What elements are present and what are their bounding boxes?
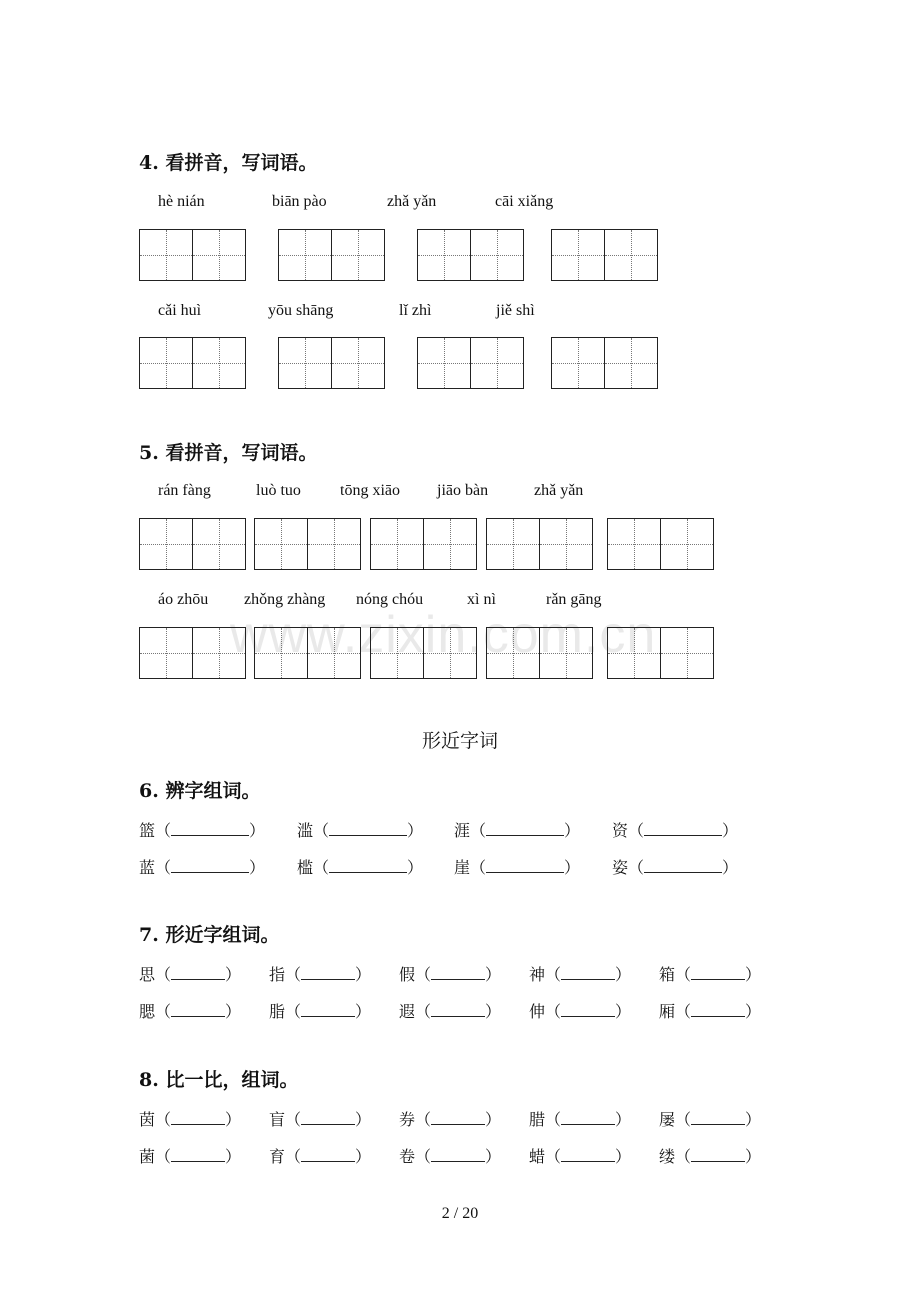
paren-open: （ — [415, 1147, 432, 1166]
word-group-item — [529, 1144, 631, 1167]
q8-title: 8. 比一比，组词。 — [139, 1069, 299, 1091]
answer-blank[interactable] — [561, 1002, 615, 1017]
paren-close: ） — [225, 1002, 242, 1021]
q5-title: 5. 看拼音，写词语。 — [139, 442, 318, 464]
tianzige-box[interactable] — [139, 337, 246, 389]
pinyin-label: biān pào — [272, 193, 327, 210]
paren-close: ） — [355, 1002, 372, 1021]
tianzige-cell[interactable] — [552, 338, 604, 388]
tianzige-cell[interactable] — [608, 519, 660, 569]
word-group-item — [399, 962, 501, 985]
paren-close: ） — [225, 965, 242, 984]
paren-close: ） — [249, 821, 266, 840]
paren-close: ） — [407, 821, 424, 840]
section-title: 形近字词 — [421, 730, 498, 752]
paren-close: ） — [722, 821, 739, 840]
paren-close: ） — [485, 965, 502, 984]
tianzige-cell[interactable] — [371, 628, 423, 678]
tianzige-cell[interactable] — [423, 628, 476, 678]
pinyin-label: nóng chóu — [356, 591, 424, 608]
tianzige-box[interactable] — [551, 229, 658, 281]
paren-close: ） — [249, 858, 266, 877]
tianzige-cell[interactable] — [371, 519, 423, 569]
paren-open: （ — [285, 1002, 302, 1021]
character: 腮 — [139, 1002, 156, 1021]
tianzige-cell[interactable] — [418, 338, 470, 388]
pinyin-label: lǐ zhì — [399, 302, 432, 319]
tianzige-box[interactable] — [254, 627, 361, 679]
tianzige-cell[interactable] — [192, 519, 245, 569]
tianzige-box[interactable] — [486, 518, 593, 570]
answer-blank[interactable] — [561, 1110, 615, 1125]
paren-open: （ — [675, 1002, 692, 1021]
pinyin-label: rǎn gāng — [546, 591, 602, 608]
paren-open: （ — [675, 965, 692, 984]
character: 盲 — [269, 1110, 286, 1129]
paren-close: ） — [615, 1147, 632, 1166]
word-group-item — [659, 962, 761, 985]
paren-open: （ — [415, 1110, 432, 1129]
tianzige-cell[interactable] — [192, 230, 245, 280]
answer-blank[interactable] — [431, 1110, 485, 1125]
paren-close: ） — [722, 858, 739, 877]
watermark: www.zixin.com.cn — [230, 606, 657, 664]
paren-close: ） — [355, 965, 372, 984]
character: 缕 — [659, 1147, 676, 1166]
character: 思 — [139, 965, 156, 984]
answer-blank[interactable] — [329, 858, 407, 873]
paren-close: ） — [355, 1147, 372, 1166]
answer-blank[interactable] — [561, 965, 615, 980]
pinyin-label: jiāo bàn — [437, 482, 489, 499]
word-group-item — [139, 1107, 241, 1130]
tianzige-cell[interactable] — [660, 519, 713, 569]
paren-open: （ — [628, 821, 645, 840]
character: 遐 — [399, 1002, 416, 1021]
paren-open: （ — [675, 1147, 692, 1166]
paren-close: ） — [225, 1110, 242, 1129]
tianzige-cell[interactable] — [487, 628, 539, 678]
paren-open: （ — [155, 858, 172, 877]
tianzige-box[interactable] — [370, 518, 477, 570]
answer-blank[interactable] — [431, 1002, 485, 1017]
character: 滥 — [297, 821, 314, 840]
character: 屡 — [659, 1110, 676, 1129]
paren-open: （ — [285, 1110, 302, 1129]
tianzige-cell[interactable] — [279, 230, 331, 280]
tianzige-box[interactable] — [417, 337, 524, 389]
pinyin-label: jiě shì — [496, 302, 535, 319]
tianzige-cell[interactable] — [140, 338, 192, 388]
character: 伸 — [529, 1002, 546, 1021]
paren-close: ） — [564, 821, 581, 840]
word-group-item — [454, 855, 580, 878]
character: 槛 — [297, 858, 314, 877]
tianzige-cell[interactable] — [487, 519, 539, 569]
answer-blank[interactable] — [431, 965, 485, 980]
tianzige-box[interactable] — [370, 627, 477, 679]
paren-open: （ — [155, 1110, 172, 1129]
character: 卷 — [399, 1147, 416, 1166]
answer-blank[interactable] — [301, 1110, 355, 1125]
paren-close: ） — [745, 1110, 762, 1129]
paren-open: （ — [470, 858, 487, 877]
tianzige-box[interactable] — [551, 337, 658, 389]
paren-close: ） — [615, 1002, 632, 1021]
paren-close: ） — [485, 1147, 502, 1166]
character: 厢 — [659, 1002, 676, 1021]
word-group-item — [269, 1107, 371, 1130]
pinyin-label: tōng xiāo — [340, 482, 400, 499]
pinyin-label: xì nì — [467, 591, 496, 608]
word-group-item — [269, 1144, 371, 1167]
pinyin-label: luò tuo — [256, 482, 301, 499]
tianzige-cell[interactable] — [255, 628, 307, 678]
answer-blank[interactable] — [301, 1002, 355, 1017]
paren-close: ） — [355, 1110, 372, 1129]
tianzige-box[interactable] — [607, 518, 714, 570]
tianzige-cell[interactable] — [539, 519, 592, 569]
tianzige-cell[interactable] — [255, 519, 307, 569]
paren-open: （ — [545, 1002, 562, 1021]
paren-open: （ — [628, 858, 645, 877]
paren-open: （ — [155, 1147, 172, 1166]
character: 姿 — [612, 858, 629, 877]
paren-close: ） — [485, 1110, 502, 1129]
character: 育 — [269, 1147, 286, 1166]
paren-open: （ — [313, 858, 330, 877]
tianzige-box[interactable] — [139, 229, 246, 281]
paren-open: （ — [285, 1147, 302, 1166]
word-group-item — [612, 818, 738, 841]
answer-blank[interactable] — [171, 965, 225, 980]
word-group-item — [139, 818, 265, 841]
paren-close: ） — [564, 858, 581, 877]
paren-open: （ — [415, 1002, 432, 1021]
answer-blank[interactable] — [561, 1147, 615, 1162]
word-group-item — [139, 855, 265, 878]
tianzige-cell[interactable] — [307, 519, 360, 569]
tianzige-cell[interactable] — [423, 519, 476, 569]
pinyin-label: hè nián — [158, 193, 205, 210]
answer-blank[interactable] — [171, 1002, 225, 1017]
tianzige-cell[interactable] — [539, 628, 592, 678]
character: 资 — [612, 821, 629, 840]
paren-open: （ — [545, 965, 562, 984]
tianzige-box[interactable] — [254, 518, 361, 570]
tianzige-box[interactable] — [139, 627, 246, 679]
paren-close: ） — [407, 858, 424, 877]
tianzige-cell[interactable] — [604, 230, 657, 280]
paren-open: （ — [285, 965, 302, 984]
answer-blank[interactable] — [171, 1110, 225, 1125]
word-group-item — [297, 855, 423, 878]
answer-blank[interactable] — [691, 1002, 745, 1017]
character: 崖 — [454, 858, 471, 877]
paren-open: （ — [470, 821, 487, 840]
character: 篮 — [139, 821, 156, 840]
character: 指 — [269, 965, 286, 984]
answer-blank[interactable] — [171, 858, 249, 873]
word-group-item — [399, 999, 501, 1022]
answer-blank[interactable] — [301, 965, 355, 980]
character: 蓝 — [139, 858, 156, 877]
word-group-item — [529, 999, 631, 1022]
tianzige-cell[interactable] — [604, 338, 657, 388]
tianzige-cell[interactable] — [140, 519, 192, 569]
tianzige-box[interactable] — [278, 337, 385, 389]
tianzige-cell[interactable] — [418, 230, 470, 280]
paren-close: ） — [745, 1147, 762, 1166]
tianzige-cell[interactable] — [192, 628, 245, 678]
word-group-item — [659, 1144, 761, 1167]
tianzige-cell[interactable] — [660, 628, 713, 678]
pinyin-label: yōu shāng — [268, 302, 334, 319]
paren-open: （ — [415, 965, 432, 984]
answer-blank[interactable] — [644, 821, 722, 836]
answer-blank[interactable] — [644, 858, 722, 873]
word-group-item — [659, 1107, 761, 1130]
tianzige-cell[interactable] — [331, 338, 384, 388]
pinyin-label: cāi xiǎng — [495, 193, 554, 210]
q6-title: 6. 辨字组词。 — [139, 780, 261, 802]
character: 神 — [529, 965, 546, 984]
character: 脂 — [269, 1002, 286, 1021]
word-group-item — [139, 1144, 241, 1167]
paren-open: （ — [545, 1147, 562, 1166]
pinyin-label: rán fàng — [158, 482, 211, 499]
tianzige-cell[interactable] — [331, 230, 384, 280]
pinyin-label: áo zhōu — [158, 591, 209, 608]
word-group-item — [399, 1107, 501, 1130]
tianzige-cell[interactable] — [470, 230, 523, 280]
pinyin-label: cǎi huì — [158, 302, 202, 319]
paren-open: （ — [675, 1110, 692, 1129]
character: 假 — [399, 965, 416, 984]
tianzige-cell[interactable] — [470, 338, 523, 388]
answer-blank[interactable] — [691, 1110, 745, 1125]
character: 菌 — [139, 1147, 156, 1166]
q4-title: 4. 看拼音，写词语。 — [139, 152, 318, 174]
character: 箱 — [659, 965, 676, 984]
pinyin-label: zhǒng zhàng — [244, 591, 326, 608]
tianzige-box[interactable] — [139, 518, 246, 570]
answer-blank[interactable] — [431, 1147, 485, 1162]
word-group-item — [269, 962, 371, 985]
paren-close: ） — [745, 1002, 762, 1021]
page-number: 2 / 20 — [441, 1205, 479, 1222]
word-group-item — [139, 999, 241, 1022]
paren-open: （ — [155, 1002, 172, 1021]
tianzige-cell[interactable] — [608, 628, 660, 678]
word-group-item — [612, 855, 738, 878]
answer-blank[interactable] — [691, 1147, 745, 1162]
tianzige-cell[interactable] — [279, 338, 331, 388]
pinyin-label: zhǎ yǎn — [534, 482, 584, 499]
tianzige-cell[interactable] — [140, 230, 192, 280]
tianzige-cell[interactable] — [307, 628, 360, 678]
character: 券 — [399, 1110, 416, 1129]
word-group-item — [659, 999, 761, 1022]
word-group-item — [269, 999, 371, 1022]
answer-blank[interactable] — [171, 1147, 225, 1162]
tianzige-box[interactable] — [607, 627, 714, 679]
answer-blank[interactable] — [486, 821, 564, 836]
paren-open: （ — [313, 821, 330, 840]
character: 蜡 — [529, 1147, 546, 1166]
word-group-item — [454, 818, 580, 841]
paren-close: ） — [745, 965, 762, 984]
word-group-item — [399, 1144, 501, 1167]
tianzige-cell[interactable] — [552, 230, 604, 280]
paren-close: ） — [615, 1110, 632, 1129]
answer-blank[interactable] — [301, 1147, 355, 1162]
character: 涯 — [454, 821, 471, 840]
answer-blank[interactable] — [329, 821, 407, 836]
tianzige-cell[interactable] — [192, 338, 245, 388]
paren-close: ） — [225, 1147, 242, 1166]
paren-open: （ — [155, 965, 172, 984]
word-group-item — [529, 962, 631, 985]
word-group-item — [139, 962, 241, 985]
character: 腊 — [529, 1110, 546, 1129]
paren-open: （ — [545, 1110, 562, 1129]
q7-title: 7. 形近字组词。 — [139, 924, 280, 946]
tianzige-box[interactable] — [486, 627, 593, 679]
character: 茵 — [139, 1110, 156, 1129]
answer-blank[interactable] — [486, 858, 564, 873]
answer-blank[interactable] — [171, 821, 249, 836]
paren-close: ） — [615, 965, 632, 984]
paren-open: （ — [155, 821, 172, 840]
word-group-item — [297, 818, 423, 841]
paren-close: ） — [485, 1002, 502, 1021]
word-group-item — [529, 1107, 631, 1130]
pinyin-label: zhǎ yǎn — [387, 193, 437, 210]
tianzige-box[interactable] — [278, 229, 385, 281]
tianzige-box[interactable] — [417, 229, 524, 281]
answer-blank[interactable] — [691, 965, 745, 980]
tianzige-cell[interactable] — [140, 628, 192, 678]
